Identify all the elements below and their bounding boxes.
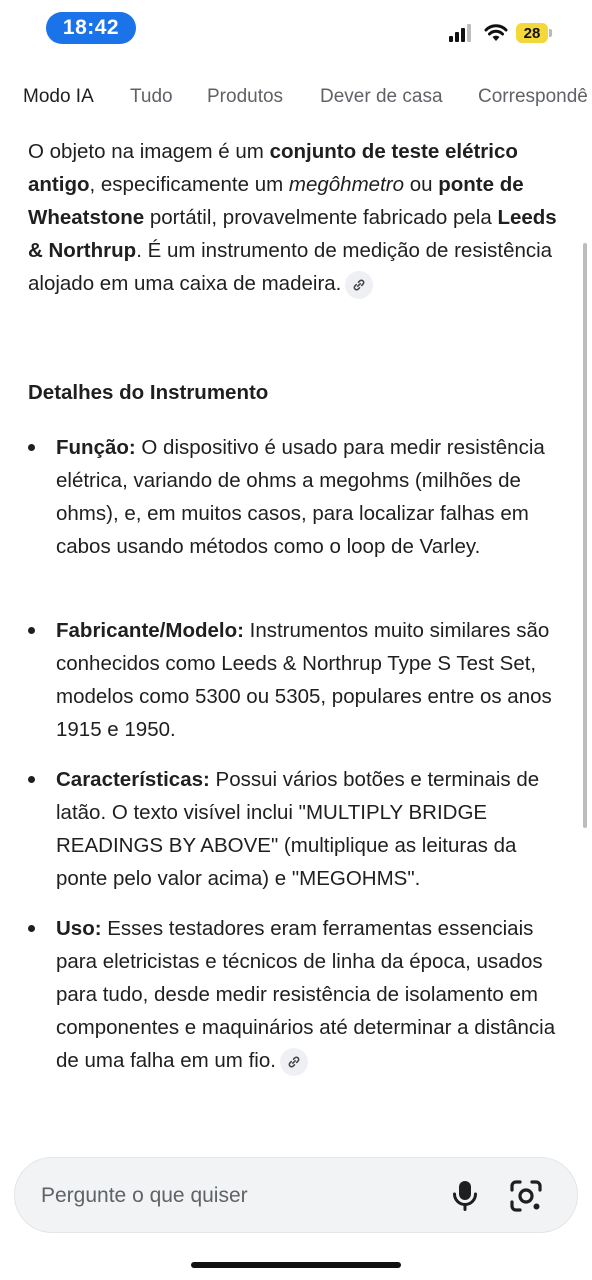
search-input[interactable] — [41, 1180, 421, 1212]
camera-lens-icon[interactable] — [509, 1179, 543, 1213]
link-icon — [352, 278, 366, 292]
tab-produtos[interactable]: Produtos — [207, 86, 284, 107]
bullet-text: Esses testadores eram ferramentas essenciais para eletricistas e técnicos de linha da época, usados para tudo, desde medir resistência de isolamento em componentes e maquinários até determinar a distância de uma falha em um fio. — [56, 917, 556, 1072]
bullet-label: Características: — [56, 768, 210, 791]
list-item — [56, 912, 568, 1077]
bullet-dot — [28, 925, 35, 932]
bullet-text: O dispositivo é usado para medir resistência elétrica, variando de ohms a megohms (milhões de ohms), e, em muitos casos, para localizar falhas em cabos usando métodos como o loop de Varley. — [56, 436, 545, 558]
section-title: Detalhes do Instrumento — [28, 381, 269, 404]
list-item — [56, 614, 568, 746]
tab-correspondencia[interactable]: Correspondê — [478, 86, 588, 107]
source-link-button[interactable] — [280, 1048, 308, 1076]
ask-search-box[interactable] — [14, 1157, 578, 1233]
battery-level: 28 — [516, 23, 548, 43]
bullet-dot — [28, 776, 35, 783]
list-item — [56, 431, 568, 563]
tab-tudo[interactable]: Tudo — [130, 86, 173, 107]
status-bar — [0, 0, 592, 60]
bullet-text: Possui vários botões e terminais de latão. O texto visível inclui "MULTIPLY BRIDGE READINGS BY ABOVE" (multiplique as leituras da ponte pelo valor acima) e "MEGOHMS". — [56, 768, 540, 890]
home-indicator[interactable] — [191, 1262, 401, 1268]
scrollbar[interactable] — [583, 243, 587, 828]
search-mode-tabs — [0, 80, 592, 116]
bullet-text: Instrumentos muito similares são conhecidos como Leeds & Northrup Type S Test Set, modelos como 5300 ou 5305, populares entre os anos 1915 e 1950. — [56, 619, 552, 741]
source-link-button[interactable] — [345, 271, 373, 299]
status-time: 18:42 — [46, 12, 136, 44]
bullet-label: Uso: — [56, 917, 102, 940]
bullet-dot — [28, 627, 35, 634]
battery-icon — [516, 23, 552, 43]
bullet-dot — [28, 444, 35, 451]
microphone-icon[interactable] — [451, 1179, 479, 1213]
tab-dever-de-casa[interactable]: Dever de casa — [320, 86, 443, 107]
link-icon — [287, 1055, 301, 1069]
bullet-label: Fabricante/Modelo: — [56, 619, 244, 642]
intro-paragraph: O objeto na imagem é um conjunto de teste elétrico antigo, especificamente um megôhmetro ou ponte de Wheatstone portátil, provavelmente fabricado pela Leeds & Northrup. É um instrumento de medição de resistência alojado em uma caixa de madeira. — [28, 135, 568, 300]
ai-answer-intro — [28, 135, 568, 300]
bullet-label: Função: — [56, 436, 136, 459]
cellular-signal-icon — [449, 24, 473, 42]
tab-modo-ia[interactable]: Modo IA — [23, 86, 94, 107]
list-item — [56, 763, 568, 895]
wifi-icon — [484, 22, 508, 42]
